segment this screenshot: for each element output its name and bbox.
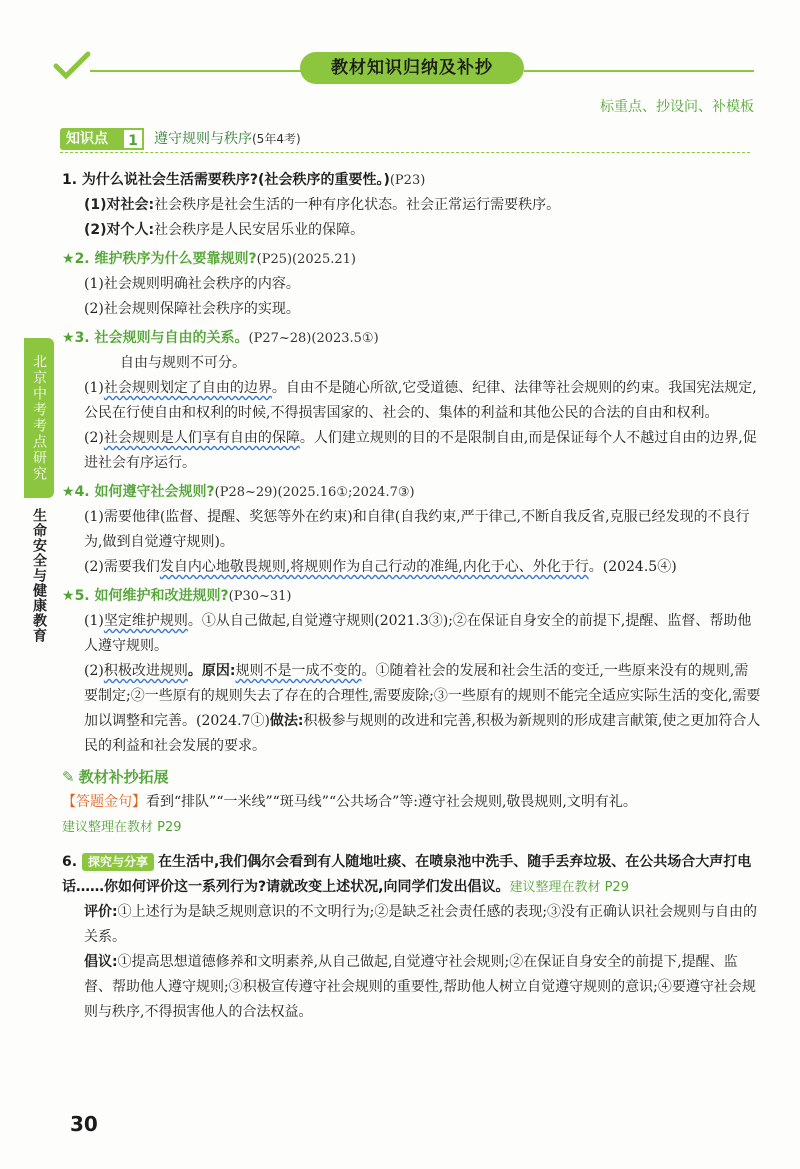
q4-answer-2: (2)需要我们发自内心地敬畏规则,将规则作为自己行动的准绳,内化于心、外化于行。(2024.5④) — [84, 559, 677, 575]
star-icon: ★ — [62, 588, 75, 604]
content-body — [62, 164, 762, 1025]
q2-answer-1: (1)社会规则明确社会秩序的内容。 — [84, 276, 300, 292]
header-rule-right — [524, 70, 754, 72]
knowledge-point-number: 1 — [122, 128, 144, 150]
question-4: ★4. 如何遵守社会规则?(P28~29)(2025.16①;2024.7③) — [62, 484, 415, 500]
section-header — [52, 46, 752, 86]
q4-answer-1: (1)需要他律(监督、提醒、奖惩等外在约束)和自律(自我约束,严于律己,不断自我反省,克服已经发现的不良行为,做到自觉遵守规则)。 — [84, 509, 750, 550]
q1-answer-2: (2)对个人:社会秩序是人民安居乐业的保障。 — [84, 222, 365, 238]
page-number: 30 — [70, 1112, 98, 1136]
q6-evaluation: 评价:①上述行为是缺乏规则意识的不文明行为;②是缺乏社会责任感的表现;③没有正确认识社会规则与自由的关系。 — [84, 904, 758, 945]
q1-answer-1: (1)对社会:社会秩序是社会生活的一种有序化状态。社会正常运行需要秩序。 — [84, 197, 561, 213]
star-icon: ★ — [62, 330, 75, 346]
question-5: ★5. 如何维护和改进规则?(P30~31) — [62, 588, 292, 604]
knowledge-point-header — [60, 128, 750, 152]
side-tab-section: 北京中考考点研究 — [24, 338, 54, 498]
checkmark-icon — [52, 50, 92, 80]
side-tab-subject: 生命安全与健康教育 — [31, 507, 47, 643]
header-subhead: 标重点、抄设问、补模板 — [600, 99, 754, 115]
explore-share-badge: 探究与分享 — [82, 853, 154, 871]
question-1: 1. 为什么说社会生活需要秩序?(社会秩序的重要性。)(P23) — [62, 172, 426, 188]
q3-answer-1: (1)社会规则划定了自由的边界。自由不是随心所欲,它受道德、纪律、法律等社会规则的约束。我国宪法规定,公民在行使自由和权利的时候,不得损害国家的、社会的、集体的利益和其他公民的合法的自由和权利。 — [84, 380, 757, 421]
star-icon: ★ — [62, 484, 75, 500]
question-6: 6. 探究与分享 在生活中,我们偶尔会看到有人随地吐痰、在喷泉池中洗手、随手丢弃垃圾、在公共场合大声打电话……你如何评价这一系列行为?请就改变上述状况,向同学们发出倡议。建议整理在教材 P29 — [62, 854, 752, 895]
extension-heading: ✎ 教材补抄拓展 — [62, 768, 169, 786]
q3-answer-2: (2)社会规则是人们享有自由的保障。人们建立规则的目的不是限制自由,而是保证每个人不越过自由的边界,促进社会有序运行。 — [84, 430, 757, 471]
question-3: ★3. 社会规则与自由的关系。(P27~28)(2023.5①) — [62, 330, 379, 346]
pencil-icon: ✎ — [62, 768, 75, 786]
knowledge-point-title: 遵守规则与秩序(5年4考) — [154, 131, 301, 147]
star-icon: ★ — [62, 251, 75, 267]
header-banner: 教材知识归纳及补抄 — [300, 52, 524, 84]
exam-count: (5年4考) — [252, 132, 301, 146]
q5-answer-1: (1)坚定维护规则。①从自己做起,自觉遵守规则(2021.3③);②在保证自身安全的前提下,提醒、监督、帮助他人遵守规则。 — [84, 613, 752, 654]
question-2: ★2. 维护秩序为什么要靠规则?(P25)(2025.21) — [62, 251, 356, 267]
q3-intro: 自由与规则不可分。 — [120, 355, 246, 371]
q2-answer-2: (2)社会规则保障社会秩序的实现。 — [84, 301, 300, 317]
answer-phrase: 【答题金句】看到“排队”“一米线”“斑马线”“公共场合”等:遵守社会规则,敬畏规则,文明有礼。 — [62, 794, 637, 810]
knowledge-point-rule — [60, 152, 750, 153]
suggest-note: 建议整理在教材 P29 — [62, 820, 182, 835]
knowledge-point-tag: 知识点 — [60, 128, 144, 150]
q6-proposal: 倡议:①提高思想道德修养和文明素养,从自己做起,自觉遵守社会规则;②在保证自身安全的前提下,提醒、监督、帮助他人遵守规则;③积极宣传遵守社会规则的重要性,帮助他人树立自觉遵守规则的意识;④要遵守社会规则与秩序,不得损害他人的合法权益。 — [84, 954, 756, 1020]
q5-answer-2: (2)积极改进规则。原因:规则不是一成不变的。①随着社会的发展和社会生活的变迁,一些原来没有的规则,需要制定;②一些原有的规则失去了存在的合理性,需要废除;③一些原有的规则不能完全适应实际生活的变化,需要加以调整和完善。(2024.7①)做法:积极参与规则的改进和完善,积极为新规则的形成建言献策,使之更加符合人民的利益和社会发展的要求。 — [84, 663, 761, 754]
